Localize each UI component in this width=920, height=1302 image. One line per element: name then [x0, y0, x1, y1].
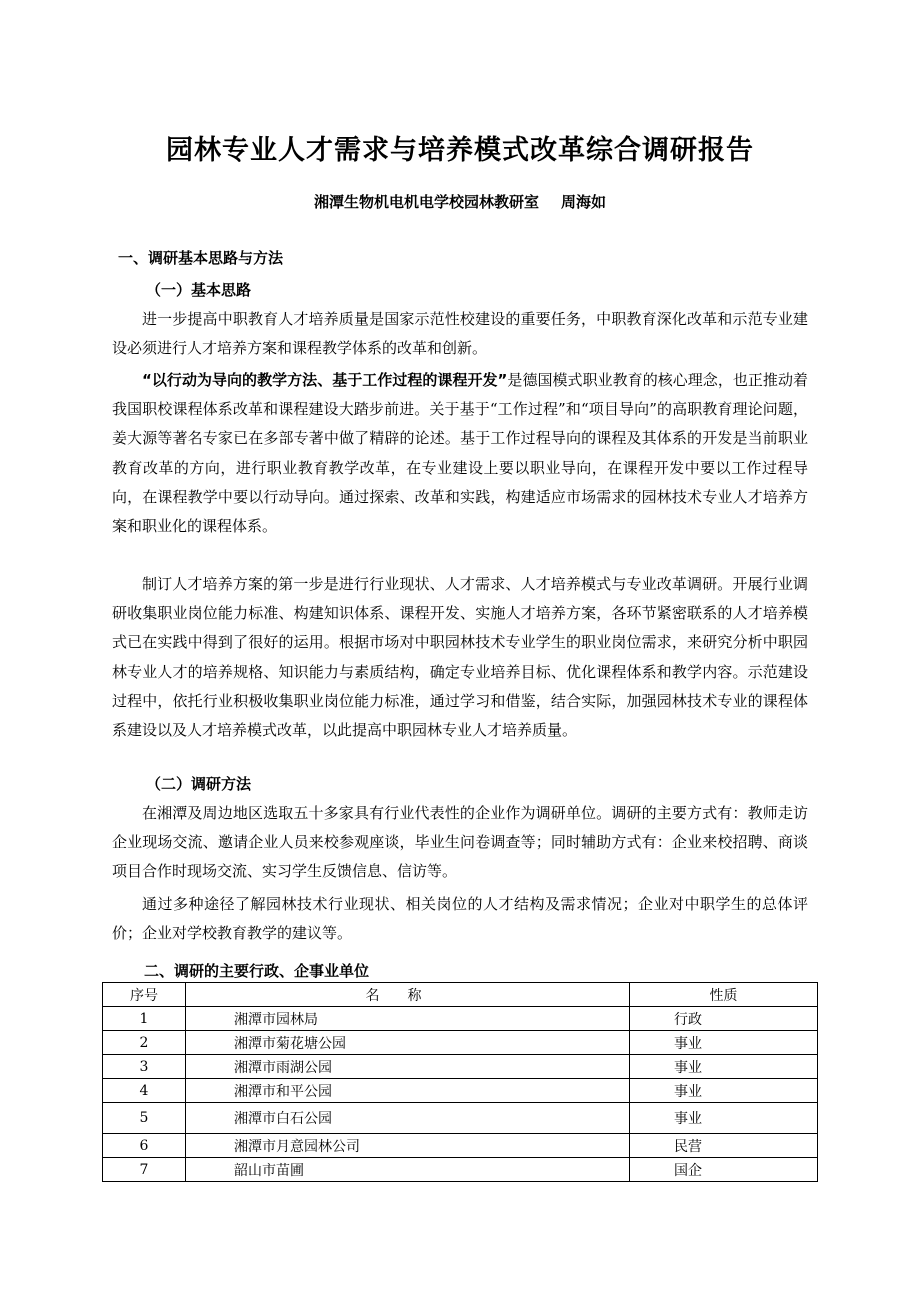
table-row	[103, 1079, 818, 1103]
author-unit: 湘潭生物机电机电学校园林教研室	[313, 193, 539, 211]
paragraph-2-emphasis: “以行动为导向的教学方法、基于工作过程的课程开发”	[142, 371, 508, 389]
paragraph-2-text: 是德国模式职业教育的核心理念，也正推动着我国职校课程体系改革和课程建设大踏步前进。关于基于“工作过程”和“项目导向”的高职教育理论问题，姜大源等著名专家已在多部专著中做了精辟的论述。基于工作过程导向的课程及其体系的开发是当前职业教育改革的方向，进行职业教育教学改革，在专业建设上要以职业导向，在课程开发中要以工作过程导向，在课程教学中要以行动导向。通过探索、改革和实践，构建适应市场需求的园林技术专业人才培养方案和职业化的课程体系。	[112, 371, 808, 536]
table-header-row	[103, 983, 818, 1007]
row-no: 4	[103, 1079, 186, 1103]
row-name: 湘潭市月意园林公司	[186, 1134, 630, 1158]
header-no: 序号	[103, 983, 186, 1007]
section-1-1-heading: （一）基本思路	[146, 281, 252, 299]
table-row	[103, 1031, 818, 1055]
row-no: 3	[103, 1055, 186, 1079]
author-line	[0, 191, 920, 212]
author-name: 周海如	[561, 193, 607, 211]
paragraph-3: 制订人才培养方案的第一步是进行行业现状、人才需求、人才培养模式与专业改革调研。开展行业调研收集职业岗位能力标准、构建知识体系、课程开发、实施人才培养方案，各环节紧密联系的人才培养模式已在实践中得到了很好的运用。根据市场对中职园林技术专业学生的职业岗位需求，来研究分析中职园林专业人才的培养规格、知识能力与素质结构，确定专业培养目标、优化课程体系和教学内容。示范建设过程中，依托行业积极收集职业岗位能力标准，通过学习和借鉴，结合实际，加强园林技术专业的课程体系建设以及人才培养模式改革，以此提高中职园林专业人才培养质量。	[112, 575, 808, 740]
row-type: 民营	[630, 1134, 818, 1158]
row-type: 国企	[630, 1158, 818, 1182]
paragraph-4: 在湘潭及周边地区选取五十多家具有行业代表性的企业作为调研单位。调研的主要方式有：教师走访企业现场交流、邀请企业人员来校参观座谈，毕业生问卷调查等；同时辅助方式有：企业来校招聘、商谈项目合作时现场交流、实习学生反馈信息、信访等。	[112, 804, 808, 881]
row-no: 2	[103, 1031, 186, 1055]
paragraph-1: 进一步提高中职教育人才培养质量是国家示范性校建设的重要任务，中职教育深化改革和示范专业建设必须进行人才培养方案和课程教学体系的改革和创新。	[112, 310, 808, 358]
row-type: 事业	[630, 1103, 818, 1134]
row-name: 湘潭市和平公园	[186, 1079, 630, 1103]
row-type: 行政	[630, 1007, 818, 1031]
paragraph-2	[112, 366, 808, 541]
row-type: 事业	[630, 1079, 818, 1103]
table-row	[103, 1158, 818, 1182]
section-2-heading: 二、调研的主要行政、企事业单位	[144, 962, 370, 980]
section-1-2-heading: （二）调研方法	[146, 775, 252, 793]
document-title: 园林专业人才需求与培养模式改革综合调研报告	[166, 135, 754, 166]
table-row	[103, 1134, 818, 1158]
units-table	[102, 982, 818, 1182]
section-1-heading: 一、调研基本思路与方法	[118, 249, 284, 267]
row-name: 湘潭市白石公园	[186, 1103, 630, 1134]
paragraph-5: 通过多种途径了解园林技术行业现状、相关岗位的人才结构及需求情况；企业对中职学生的总体评价；企业对学校教育教学的建议等。	[112, 895, 808, 943]
header-name: 名称	[186, 983, 630, 1007]
row-name: 韶山市苗圃	[186, 1158, 630, 1182]
row-no: 7	[103, 1158, 186, 1182]
table-row	[103, 1055, 818, 1079]
table-row	[103, 1007, 818, 1031]
row-type: 事业	[630, 1055, 818, 1079]
row-name: 湘潭市菊花塘公园	[186, 1031, 630, 1055]
row-no: 6	[103, 1134, 186, 1158]
table-row	[103, 1103, 818, 1134]
row-no: 5	[103, 1103, 186, 1134]
row-name: 湘潭市园林局	[186, 1007, 630, 1031]
row-name: 湘潭市雨湖公园	[186, 1055, 630, 1079]
row-no: 1	[103, 1007, 186, 1031]
header-type: 性质	[630, 983, 818, 1007]
row-type: 事业	[630, 1031, 818, 1055]
